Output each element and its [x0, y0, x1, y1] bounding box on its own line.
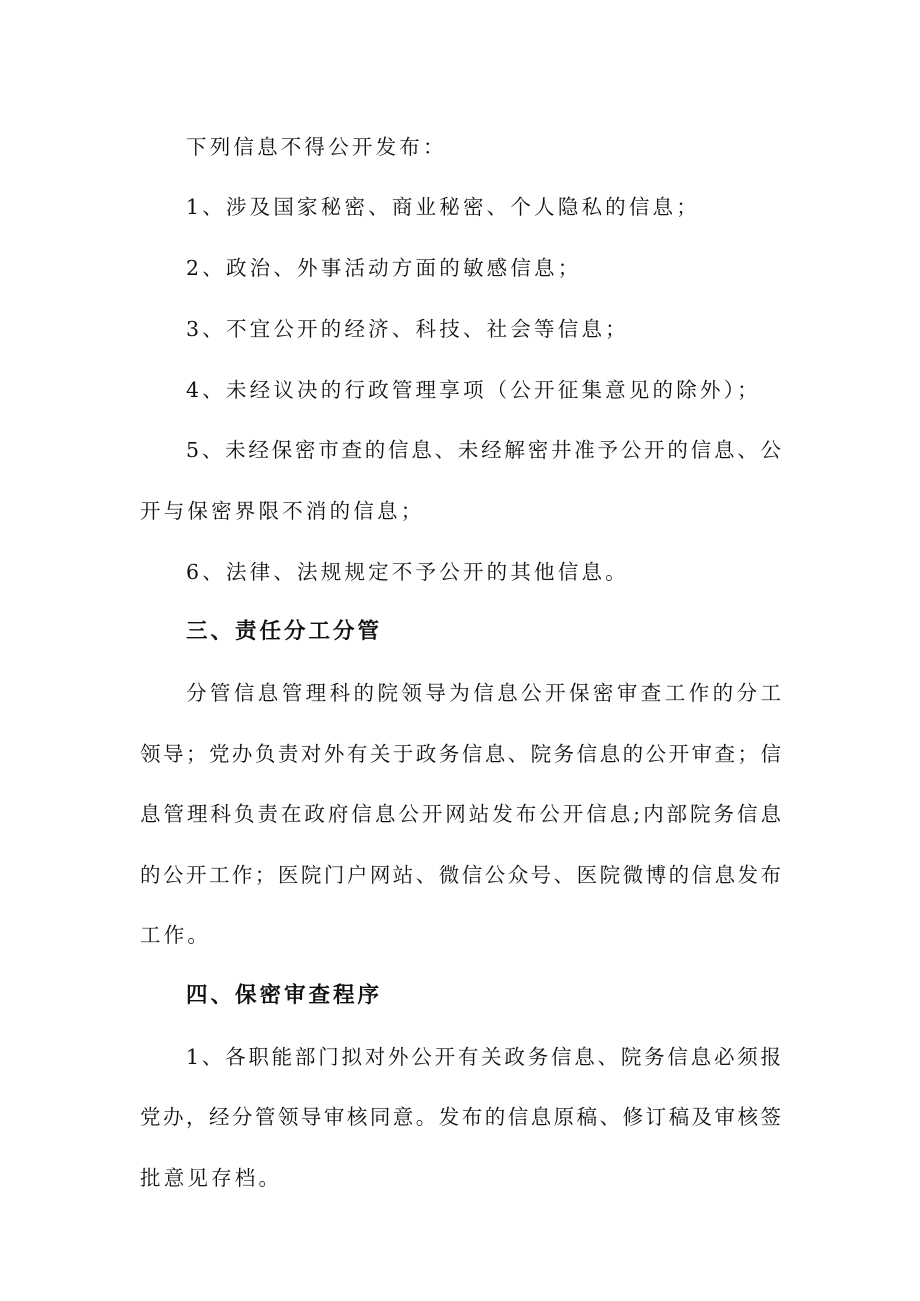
list-item-4: 4、未经议决的行政管理享项（公开征集意见的除外）； — [186, 378, 761, 402]
list-item-6: 6、法律、法规规定不予公开的其他信息。 — [186, 560, 629, 584]
list-item-3: 3、不宜公开的经济、科技、社会等信息； — [186, 317, 629, 341]
list-item-1: 1、涉及国家秘密、商业秘密、个人隐私的信息； — [186, 195, 700, 219]
paragraph-intro: 下列信息不得公开发布： — [186, 135, 447, 159]
paragraph-3-line-4: 的公开工作；医院门户网站、微信公众号、医院微博的信息发布 — [140, 863, 782, 887]
list-item-5-line-2: 开与保密界限不消的信息； — [140, 499, 425, 523]
section-heading-4: 四、保密审查程序 — [186, 983, 383, 1008]
paragraph-3-line-3: 息管理科负责在政府信息公开网站发布公开信息;内部院务信息 — [140, 802, 782, 826]
list-item-5-line-1: 5、未经保密市查的信息、未经解密井准予公开的信息、公 — [186, 438, 782, 462]
section-heading-3: 三、责任分工分管 — [186, 619, 383, 644]
paragraph-3-line-5: 工作。 — [140, 923, 212, 947]
list-item-2: 2、政治、外事活动方面的敏感信息； — [186, 256, 582, 280]
paragraph-4-line-2: 党办，经分管领导审核同意。发布的信息原稿、修订稿及审核签 — [140, 1105, 782, 1129]
paragraph-4-line-1: 1、各职能部门拟对外公开有关政务信息、院务信息必须报 — [186, 1045, 782, 1069]
paragraph-3-line-1: 分管信息管理科的院领导为信息公开保密审查工作的分工 — [186, 681, 782, 705]
paragraph-3-line-2: 领导；党办负责对外有关于政务信息、院务信息的公开审查；信 — [140, 742, 782, 766]
paragraph-4-line-3: 批意见存档。 — [140, 1166, 283, 1190]
